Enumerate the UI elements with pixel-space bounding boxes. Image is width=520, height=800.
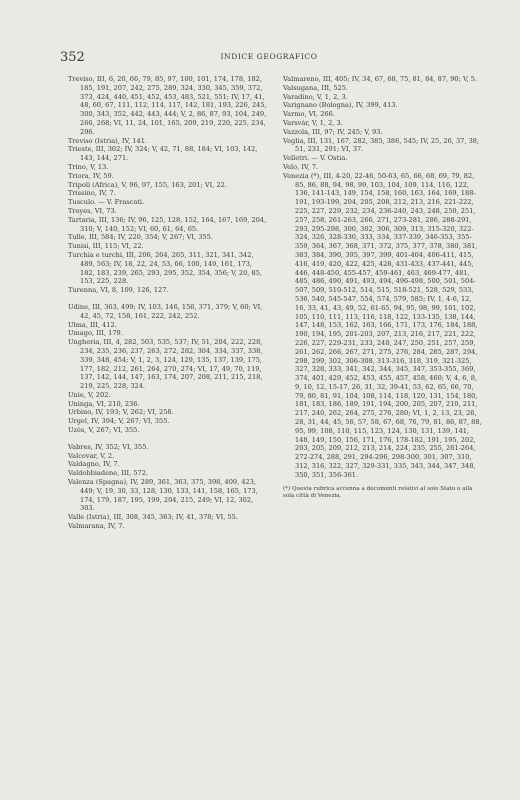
index-entry: Unie, V, 202.: [68, 390, 111, 399]
index-entry: Trissino, IV, 7.: [68, 189, 116, 198]
footnote: (*) Questa rubrica accenna a documenti relativi al solo Stato o alla sola città di Venezia.: [283, 485, 473, 500]
index-entry: Troyes, VI, 73.: [68, 206, 117, 215]
index-entry: Triora, IV, 59.: [68, 171, 114, 180]
index-entry: Treviso, III, 6, 20, 66, 79, 85, 97, 100, 101, 174, 178, 182, 185, 191, 207, 242, 275, 289, 324, 330, 345, 359, 372, 373, 424, 440, 451, 452, 453, 483, 521, 551; IV, 17, 41, 48, 60, 67, 111, 112, 114, 117, 142, 181, 193, 226, 245, 300, 343, 352, 442, 443, 444; V, 2, 86, 87, 93, 104, 249, 266, 268; VI, 11, 24, 101, 165, 209, 219, 220, 225, 234, 296.: [68, 75, 267, 136]
index-entry: Varignano (Bologna), IV, 399, 413.: [283, 101, 398, 110]
index-entry: Udine, III, 363, 499; IV, 103, 146, 156, 371, 379; V, 60; VI, 42, 45, 72, 158, 161, 222, 242, 252.: [68, 302, 263, 320]
index-entry: Velo, IV, 7.: [283, 162, 319, 171]
index-entry: Valsugana, III, 525.: [283, 83, 349, 92]
index-entry: Valle (Istria), III, 308, 345, 363; IV, 41, 378; VI, 55.: [68, 513, 238, 522]
index-entry: Urgel, IV, 394; V, 267; VI, 355.: [68, 417, 170, 426]
index-entry: Ulma, III, 412.: [68, 320, 117, 329]
index-entry: Tulle, III, 584; IV, 220, 354; V, 267; VI, 355.: [68, 233, 213, 242]
index-entry: Trino, V, 13.: [68, 162, 109, 171]
section-gap: [68, 435, 268, 443]
index-entry: Varadino, V, 1, 2, 3.: [283, 92, 348, 101]
page-number: 352: [60, 50, 85, 65]
index-entry: Varmo, VI, 266.: [283, 110, 335, 119]
index-entry: Urbino, IV, 193; V, 262; VI, 258.: [68, 408, 174, 417]
index-entry: Ungheria, III, 4, 282, 503, 535, 537; IV, 51, 204, 222, 228, 234, 235, 236, 237, 263, 272, 282, 304, 334, 337, 338, 339, 348, 454; V, 1, 2, 3, 124, 129, 135, 137, 139, 175, 177, 182, 212, 261, 264, 270, 274; VI, 17, 49, 70, 119, 137, 142, 144, 147, 163, 174, 207, 208, 211, 215, 218, 219, 225, 228, 324.: [68, 338, 263, 391]
index-entry: Umago, III, 179.: [68, 329, 123, 338]
index-entry: Turchia e turchi, III, 206, 264, 265, 311, 321, 341, 342, 489, 563; IV, 18, 22, 24, 53, 66, 100, 149, 161, 173, 182, 183, 239, 265, 293, 295, 352, 354, 356; V, 20, 85, 153, 225, 228.: [68, 250, 262, 286]
index-entry: Valdagno, IV, 7.: [68, 460, 120, 469]
index-column-right: [283, 75, 483, 501]
index-entry: Valmarana, IV, 7.: [68, 522, 125, 531]
index-entry: Veglia, III, 131, 167, 282, 385, 386, 545; IV, 25, 26, 37, 38, 51, 231, 291; VI, 37.: [283, 136, 480, 154]
index-entry: Valmareno, III, 405; IV, 34, 67, 68, 75, 81, 84, 87, 90; V, 5.: [283, 75, 478, 83]
index-entry: Tripoli (Africa), V, 96, 97, 155, 163, 201; VI, 22.: [68, 180, 227, 189]
index-entry: Turenna, VI, 8, 109, 126, 127.: [68, 286, 169, 295]
index-entry: Valenza (Spagna), IV, 289, 361, 363, 375, 398, 409, 423, 449; V, 19, 30, 33, 128, 130, 133, 141, 158, 165, 173, 174, 179, 187, 195, 199, 204, 215, 249; VI, 12, 302, 303.: [68, 478, 258, 513]
page-header: [60, 50, 478, 66]
index-entry: Treviso (Istria), IV, 141.: [68, 136, 147, 145]
index-column-left: [68, 75, 268, 531]
index-entry: Valcovar, V, 2.: [68, 451, 115, 460]
index-entry: Trieste, III, 302; IV, 324; V, 42, 71, 88, 184; VI, 103, 142, 143, 144, 271.: [68, 145, 258, 163]
index-entry: Uninga, VI, 210, 236.: [68, 399, 140, 408]
index-entry: Vabres, IV, 352; VI, 355.: [68, 442, 149, 451]
index-entry: Valdobbiadene, III, 572.: [68, 469, 149, 478]
running-title: INDICE GEOGRAFICO: [220, 52, 318, 61]
index-entry: Venezia (*), III, 4-20, 22-46, 50-63, 65, 66, 68, 69, 79, 82, 85, 86, 88, 94, 98, 99, 103, 104, 109, 114, 116, 122, 136, 141-143, 149, 154, 158, 160, 163, 164, 169, 188-191, 193-199, 204, 205, 208, 212, 213, 216, 221-222, 225, 227, 229, 232, 234, 236-240, 243, 248, 250, 251, 257, 258, 261-263, 266, 271, 273-281, 286, 288-291, 293, 295-298, 300, 302, 306, 309, 313, 315-320, 322-324, 326, 328-330, 333, 334, 337-339, 346-353, 355-359, 364, 367, 368, 371, 372, 375, 377, 378, 380, 381, 383, 384, 390, 395, 397, 399, 401-404, 406-411, 415, 416, 419, 420, 422, 425, 428, 431-433, 437-441, 445, 446, 448-450, 455-457, 459-461, 463, 469-477, 481, 485, 486, 490, 491, 493, 494, 496-498, 500, 501, 504-507, 509, 510-512, 514, 515, 518-521, 528, 529, 533, 536, 540, 545-547, 554, 574, 579, 585; IV, 1, 4-6, 12, 16, 33, 41, 43, 49, 52, 61-65, 94, 95, 98, 99, 101, 102, 105, 110, 111, 113, 116, 118, 122, 133-135, 138, 144, 147, 148, 153, 162, 163, 166, 171, 173, 176, 184, 188, 190, 194, 195, 201-203, 207, 213, 216, 217, 221, 222, 226, 227, 229-231, 233, 240, 247, 250, 251, 257, 259, 261, 262, 266, 267, 271, 275, 276, 284, 285, 287, 294, 298, 299, 302, 306-308, 313-316, 318, 319, 321-325, 327, 328, 333, 341, 342, 344, 345, 347, 353-355, 369, 374, 401, 429, 452, 453, 455, 457, 458, 460; V, 4, 6, 8, 9, 10, 12, 15-17, 26, 31, 32, 39-41, 53, 62, 65, 66, 70, 79, 80, 81, 91, 104, 108, 114, 118, 120, 131, 154, 180, 181, 183, 186, 189, 191, 194, 200, 205, 207, 210, 211, 217, 240, 262, 264, 275, 276, 280; VI, 1, 2, 13, 23, 26, 28, 31, 44, 45, 56, 57, 58, 67, 68, 76, 79, 81, 86, 87, 88, 95, 99, 108, 110, 115, 123, 124, 130, 131, 139, 141, 148, 149, 150, 156, 171, 176, 178-182, 191, 195, 202, 203, 205, 209, 212, 213, 214, 224, 235, 255, 261-264, 272-274, 288, 291, 294-296, 298-300, 301, 307, 310, 312, 316, 322, 327, 329-331, 335, 343, 344, 347, 348, 350, 351, 356-361.: [283, 171, 482, 479]
index-entry: Varsvár, V, 1, 2, 3.: [283, 118, 343, 127]
index-entry: Tunisi, III, 115; VI, 22.: [68, 242, 144, 251]
index-entries-right: [283, 75, 483, 480]
index-entry: Uzès, V, 267; VI, 355.: [68, 426, 140, 435]
index-entry: Velletri. — V. Ostia.: [283, 154, 348, 163]
index-entry: Tartaria, III, 136; IV, 96, 125, 128, 152, 164, 167, 169, 204, 310; V, 140, 152; VI, 60, 61, 64, 65.: [68, 215, 267, 233]
index-entry: Tusculo. — V. Frascati.: [68, 198, 145, 207]
index-entry: Vazzola, III, 97; IV, 245; V, 93.: [283, 127, 383, 136]
section-gap: [68, 295, 268, 303]
